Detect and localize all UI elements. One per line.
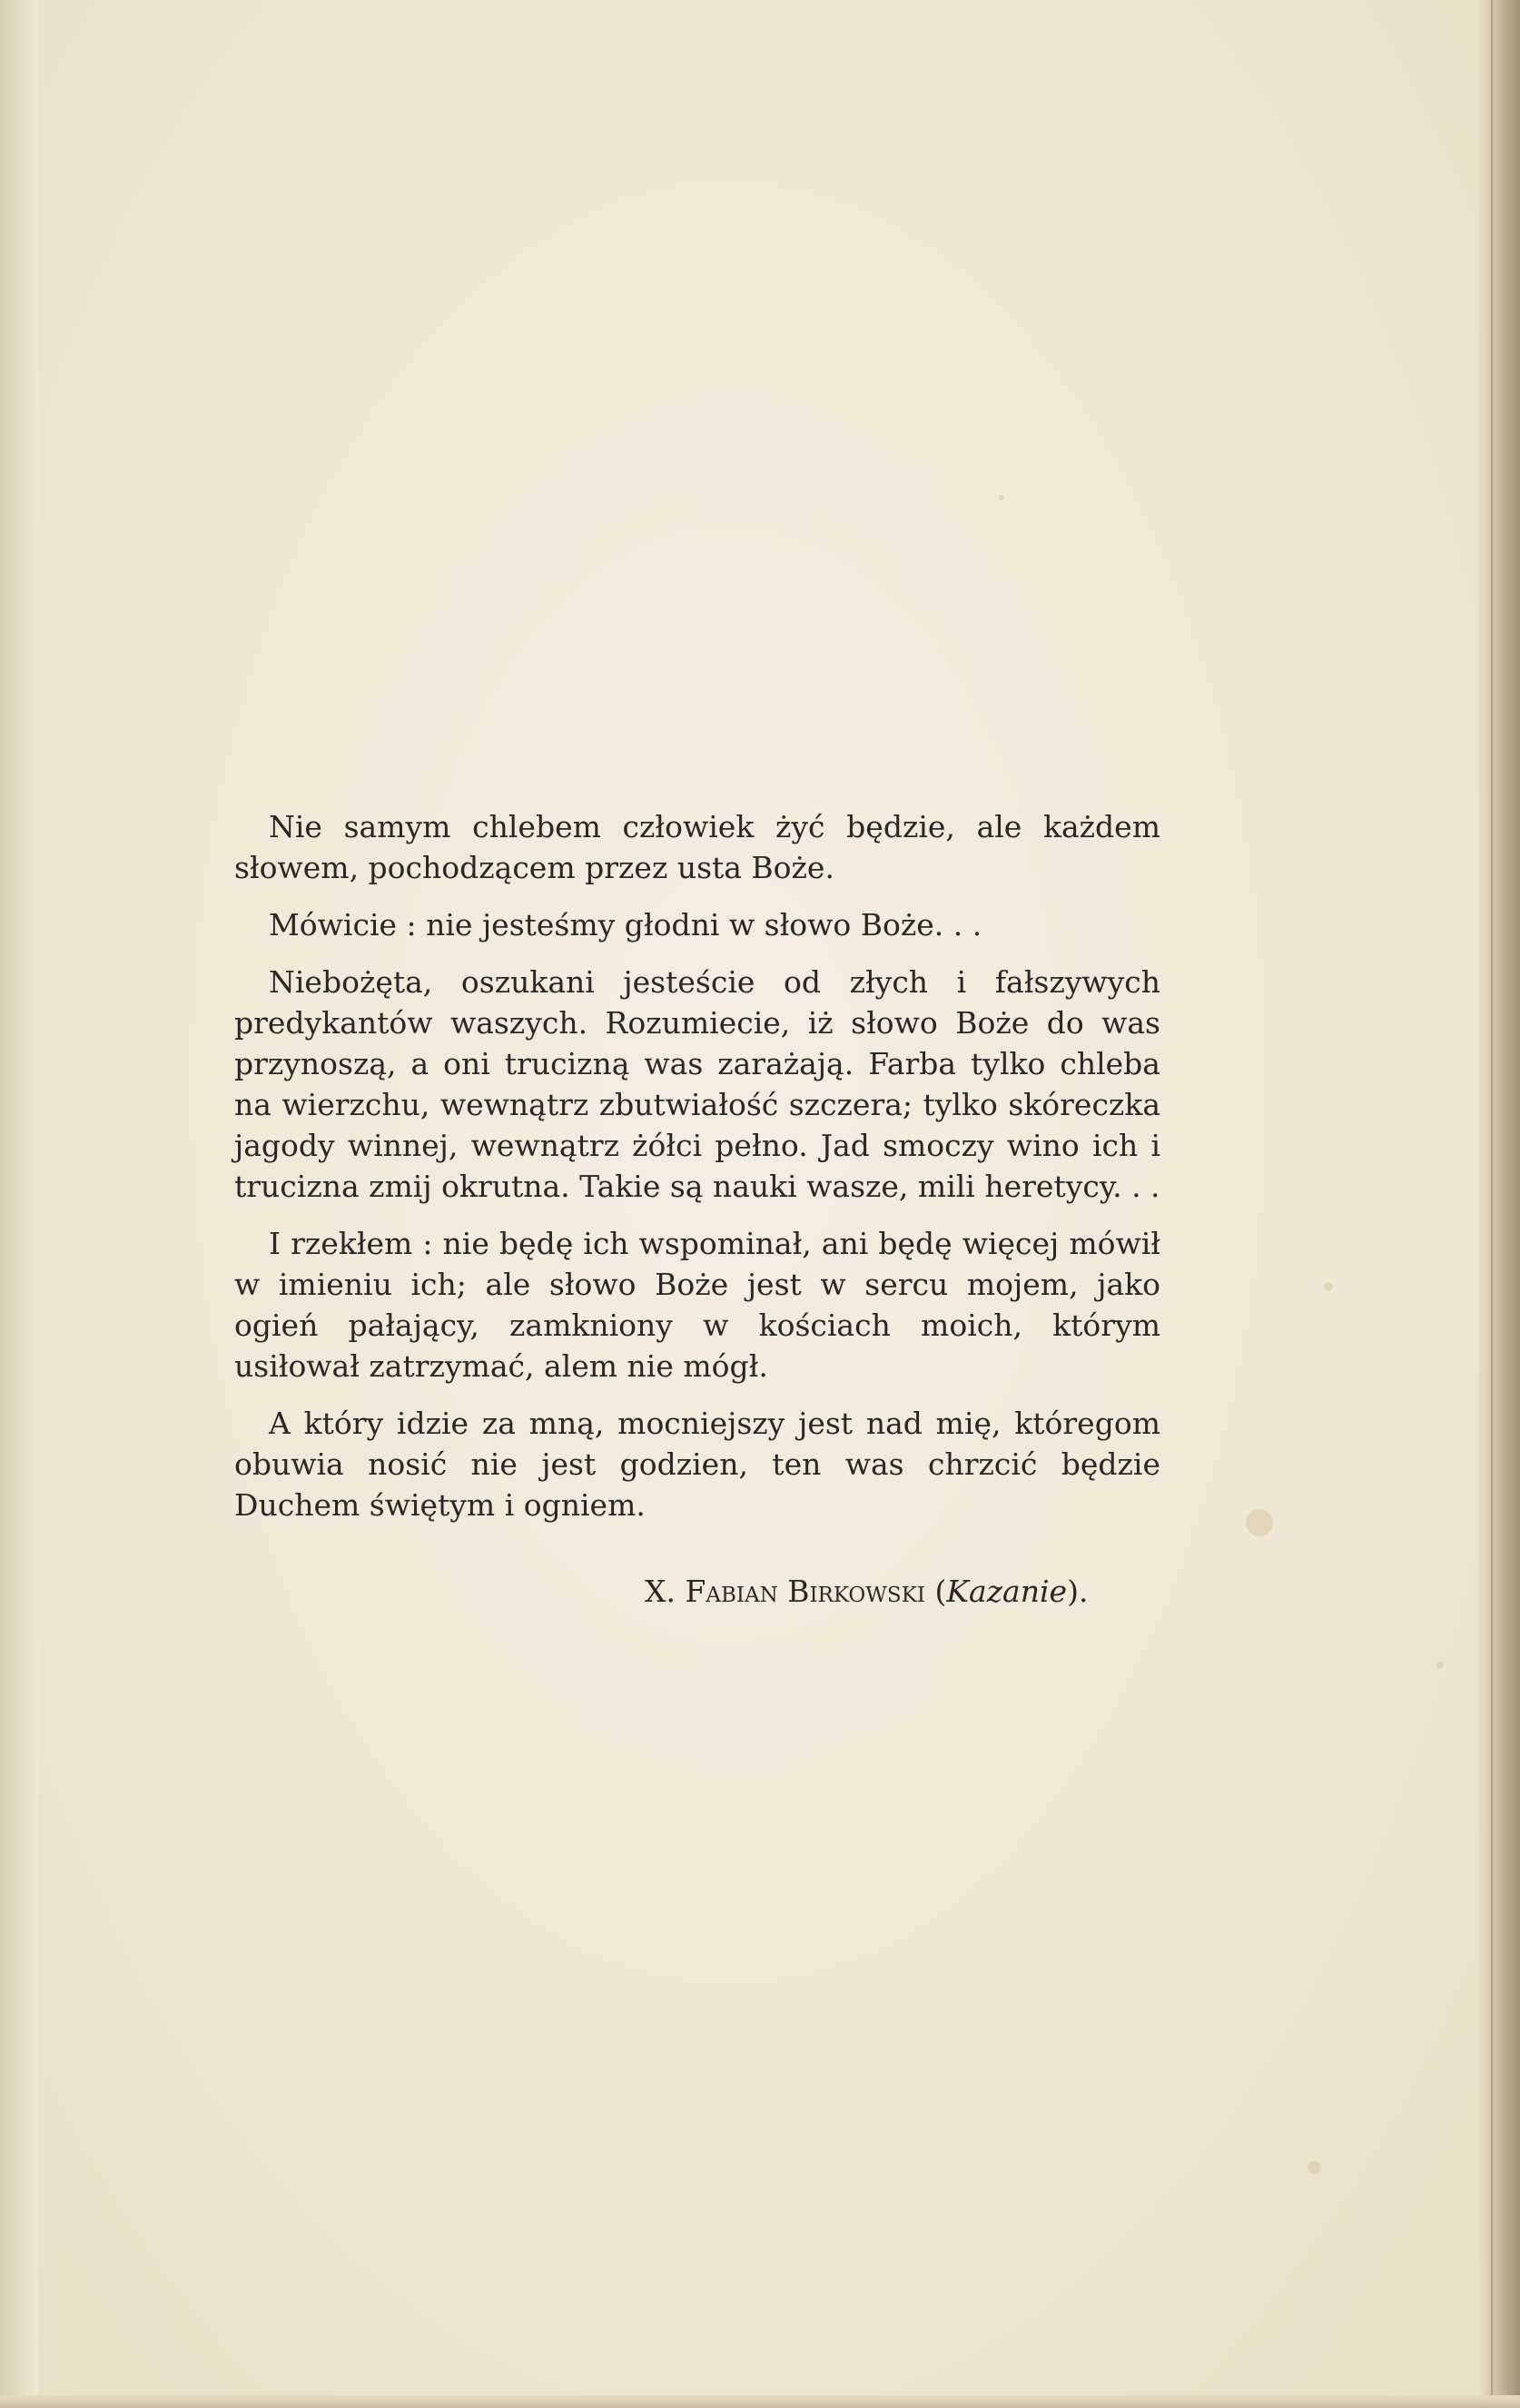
foxing-spot: [999, 495, 1004, 500]
foxing-spot: [1436, 1662, 1444, 1669]
paragraph: Mówicie : nie jesteśmy głodni w słowo Boże. . .: [269, 907, 982, 942]
foxing-spot: [1308, 2161, 1320, 2174]
paragraph: Nie samym chlebem człowiek żyć będzie, ale każdem słowem, pochodzącem przez usta Boże.: [234, 809, 1160, 885]
attribution: [645, 1571, 1088, 1612]
close-paren: ).: [1067, 1574, 1089, 1609]
work-title: Kazanie: [946, 1574, 1068, 1609]
page-bottom-edge: [0, 2395, 1520, 2408]
quotation-text: [234, 806, 1160, 1542]
author-last-name: Birkowski: [787, 1574, 925, 1609]
foxing-spot: [1324, 1282, 1333, 1291]
open-paren: (: [934, 1574, 947, 1609]
page-left-edge: [0, 0, 38, 2408]
page-right-edge: [1478, 0, 1520, 2408]
foxing-spot: [1246, 1509, 1273, 1536]
page-fold-line: [1491, 0, 1493, 2408]
author-first-name: Fabian: [685, 1574, 778, 1609]
paragraph: Niebożęta, oszukani jesteście od złych i fałszywych predykantów waszych. Rozumiecie, iż słowo Boże do was przynoszą, a oni trucizną was zarażają. Farba tylko chleba na wierzchu, wewnątrz zbutwiałość szczera; tylko skóreczka jagody winnej, wewnątrz żółci pełno. Jad smoczy wino ich i trucizna zmij okrutna. Takie są nauki wasze, mili heretycy. . .: [234, 964, 1160, 1204]
paragraph: A który idzie za mną, mocniejszy jest nad mię, któregom obuwia nosić nie jest godzien, ten was chrzcić będzie Duchem świętym i ogniem.: [234, 1406, 1160, 1523]
attribution-prefix: X.: [645, 1574, 676, 1609]
paragraph: I rzekłem : nie będę ich wspominał, ani będę więcej mówił w imieniu ich; ale słowo Boże jest w sercu mojem, jako ogień pałający, zamkniony w kościach moich, którym usiłował zatrzymać, alem nie mógł.: [234, 1226, 1160, 1384]
